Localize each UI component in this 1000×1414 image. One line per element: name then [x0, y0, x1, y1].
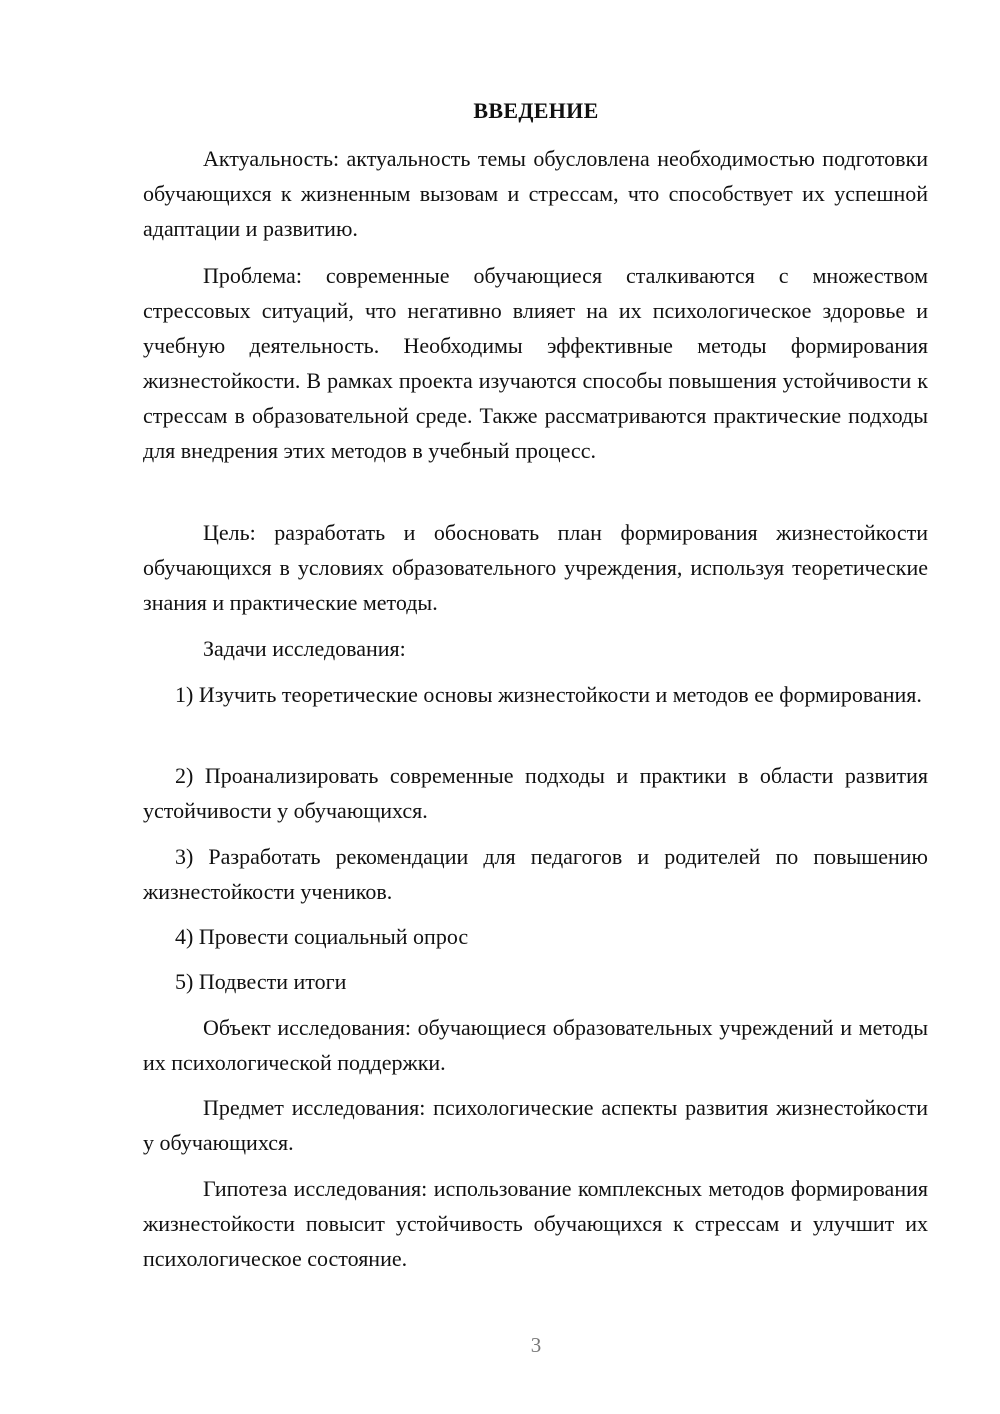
- paragraph-problem: Проблема: современные обучающиеся сталкиваются с множеством стрессовых ситуаций, что негативно влияет на их психологическое здоровье и учебную деятельность. Необходимы эффективные методы формирования жизнестойкости. В рамках проекта изучаются способы повышения устойчивости к стрессам в образовательной среде. Также рассматриваются практические подходы для внедрения этих методов в учебный процесс.: [143, 263, 928, 463]
- tasks-heading: Задачи исследования:: [203, 636, 406, 661]
- task-item-4: 4) Провести социальный опрос: [175, 924, 469, 949]
- page-number: 3: [530, 1333, 542, 1357]
- paragraph-subject: Предмет исследования: психологические аспекты развития жизнестойкости у обучающихся.: [143, 1095, 928, 1155]
- task-item-2: 2) Проанализировать современные подходы и практики в области развития устойчивости у обучающихся.: [143, 763, 928, 823]
- paragraph-relevance: Актуальность: актуальность темы обусловлена необходимостью подготовки обучающихся к жизненным вызовам и стрессам, что способствует их успешной адаптации и развитию.: [143, 146, 928, 241]
- paragraph-goal: Цель: разработать и обосновать план формирования жизнестойкости обучающихся в условиях образовательного учреждения, используя теоретические знания и практические методы.: [143, 520, 928, 615]
- page-title: ВВЕДЕНИЕ: [473, 98, 599, 123]
- task-item-3: 3) Разработать рекомендации для педагогов и родителей по повышению жизнестойкости учеников.: [143, 844, 928, 904]
- paragraph-hypothesis: Гипотеза исследования: использование комплексных методов формирования жизнестойкости повысит устойчивость обучающихся к стрессам и улучшит их психологическое состояние.: [143, 1176, 928, 1271]
- paragraph-object: Объект исследования: обучающиеся образовательных учреждений и методы их психологической поддержки.: [143, 1015, 928, 1075]
- task-item-1: 1) Изучить теоретические основы жизнестойкости и методов ее формирования.: [175, 682, 922, 707]
- task-item-5: 5) Подвести итоги: [175, 969, 347, 994]
